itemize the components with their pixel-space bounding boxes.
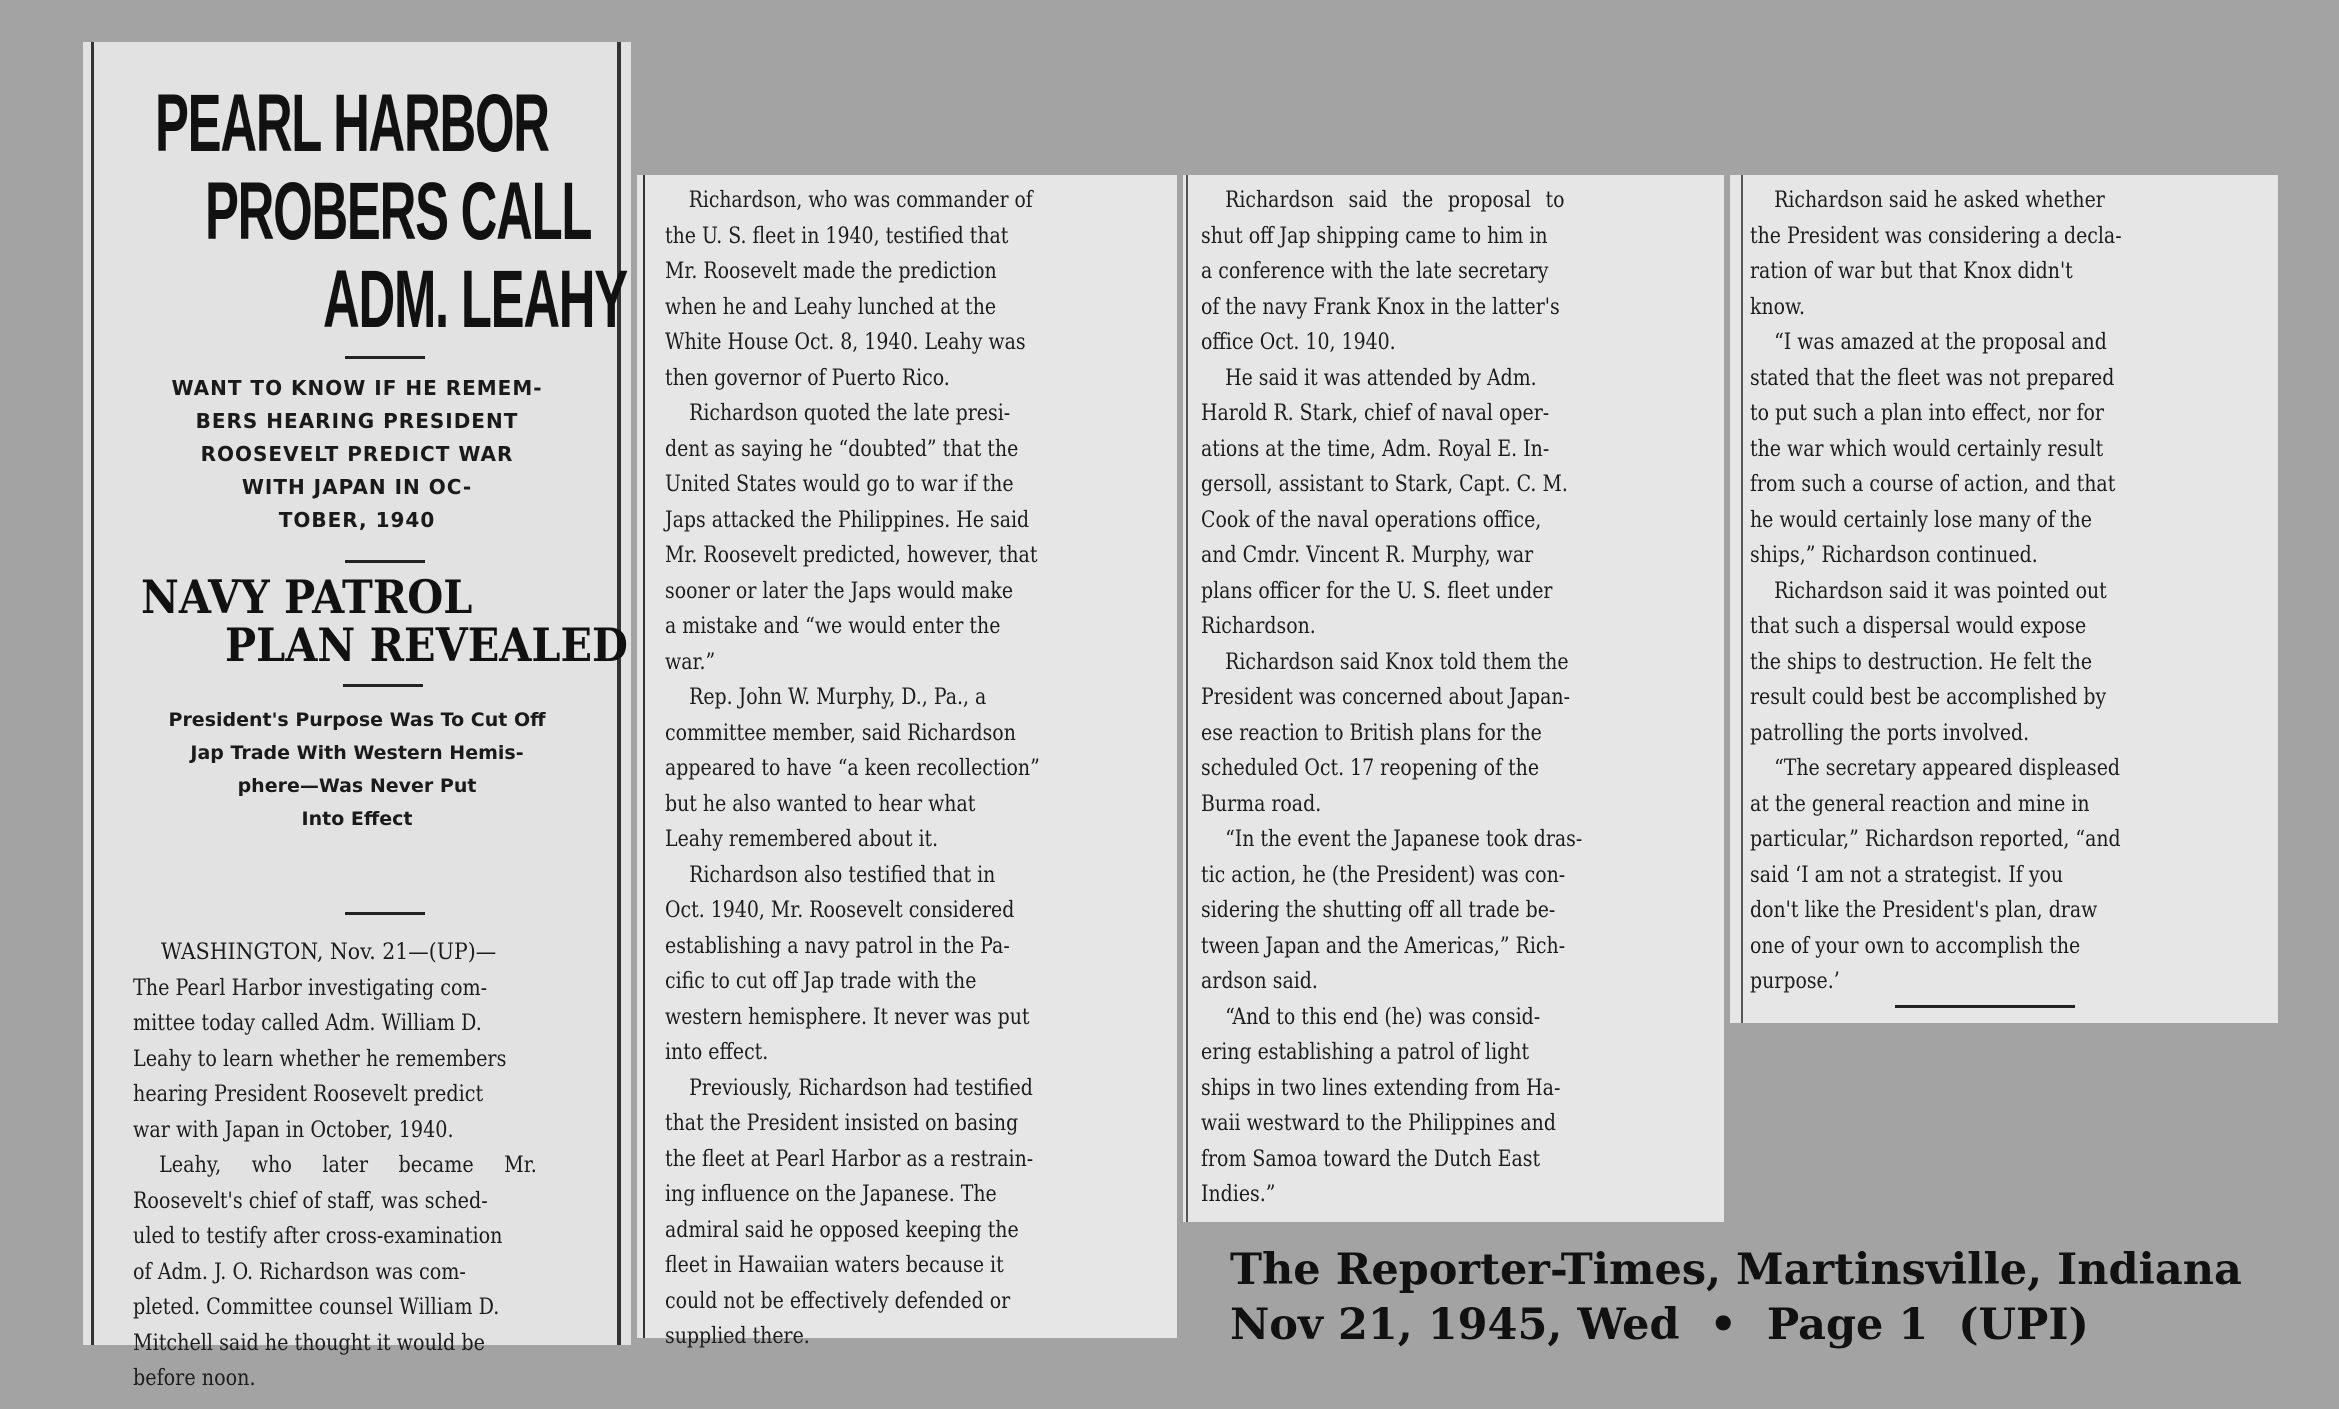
article-line: tic action, he (the President) was con-	[1201, 862, 1566, 888]
left-column-rule	[643, 175, 645, 1338]
article-line: Mr. Roosevelt made the prediction	[665, 259, 997, 284]
article-line: tween Japan and the Americas,” Rich-	[1201, 933, 1566, 959]
clipping-column-3	[1183, 175, 1724, 1222]
left-column-rule	[91, 42, 94, 1345]
article-line: but he also wanted to hear what	[665, 791, 976, 817]
article-line: before noon.	[133, 1366, 256, 1391]
article-line: Richardson, who was commander of	[688, 188, 1033, 213]
article-line: Richardson said it was pointed out	[1774, 578, 2107, 604]
deck-line: ROOSEVELT PREDICT WAR	[200, 442, 514, 466]
article-line: ships,” Richardson continued.	[1750, 543, 2038, 568]
article-line: admiral said he opposed keeping the	[665, 1217, 1019, 1243]
article-line: the ships to destruction. He felt the	[1750, 649, 2093, 675]
article-line: of the navy Frank Knox in the latter's	[1201, 294, 1560, 320]
clipping-column-1	[83, 42, 631, 1391]
left-column-rule	[1186, 175, 1188, 1222]
article-line: “And to this end (he) was consid-	[1225, 1004, 1541, 1030]
article-line: scheduled Oct. 17 reopening of the	[1201, 756, 1540, 781]
article-line: sidering the shutting off all trade be-	[1201, 898, 1556, 923]
clipping-column-4	[1730, 175, 2278, 1023]
article-line: to put such a plan into effect, nor for	[1750, 401, 2104, 426]
article-line: Cook of the naval operations office,	[1201, 507, 1542, 533]
article-line: mittee today called Adm. William D.	[133, 1011, 482, 1036]
article-line: Burma road.	[1201, 791, 1322, 817]
article-line: could not be effectively defended or	[665, 1288, 1011, 1314]
subhead-line-2: PLAN REVEALED	[225, 618, 628, 672]
article-line: that the President insisted on basing	[665, 1111, 1019, 1136]
deck-line: Into Effect	[301, 808, 413, 830]
article-line: “The secretary appeared displeased	[1774, 756, 2121, 781]
article-line: gersoll, assistant to Stark, Capt. C. M.	[1201, 472, 1568, 497]
deck-line: WITH JAPAN IN OC-	[241, 475, 473, 499]
end-of-article-rule	[1895, 1005, 2075, 1008]
article-line: shut off Jap shipping came to him in	[1201, 223, 1548, 249]
article-line: Leahy remembered about it.	[665, 827, 939, 852]
left-column-rule	[1741, 175, 1743, 1023]
article-line: the war which would certainly result	[1750, 436, 2104, 462]
article-line: western hemisphere. It never was put	[665, 1004, 1030, 1030]
article-line: cific to cut off Jap trade with the	[665, 969, 977, 994]
article-line: ese reaction to British plans for the	[1201, 720, 1542, 746]
article-line: appeared to have “a keen recollection”	[665, 756, 1040, 781]
article-line: the President was considering a decla-	[1750, 223, 2122, 249]
divider-rule	[345, 356, 425, 359]
article-line: ration of war but that Knox didn't	[1750, 259, 2073, 284]
article-line: war.”	[665, 649, 716, 675]
deck-line: Jap Trade With Western Hemis-	[190, 742, 524, 764]
article-line: then governor of Puerto Rico.	[665, 365, 950, 391]
article-line: don't like the President's plan, draw	[1750, 898, 2098, 923]
article-line: of Adm. J. O. Richardson was com-	[133, 1259, 466, 1285]
article-line: ing influence on the Japanese. The	[665, 1182, 997, 1207]
article-line: ations at the time, Adm. Royal E. In-	[1201, 436, 1550, 462]
article-line: Mitchell said he thought it would be	[133, 1330, 485, 1356]
article-line: plans officer for the U. S. fleet under	[1201, 578, 1553, 604]
article-line: that such a dispersal would expose	[1750, 614, 2087, 639]
article-line: result could best be accomplished by	[1750, 685, 2107, 710]
article-column-1	[133, 935, 597, 1397]
article-line: he would certainly lose many of the	[1750, 507, 2092, 533]
article-line: one of your own to accomplish the	[1750, 933, 2081, 959]
article-line: the U. S. fleet in 1940, testified that	[665, 223, 1009, 249]
article-line: particular,” Richardson reported, “and	[1750, 827, 2121, 852]
caption-publication: The Reporter-Times, Martinsville, Indiana	[1230, 1245, 2242, 1295]
article-line: Leahy, who later became Mr.	[159, 1153, 537, 1178]
headline-line-3: ADM. LEAHY	[323, 254, 627, 345]
article-line: “In the event the Japanese took dras-	[1225, 827, 1583, 852]
caption-date-page: Nov 21, 1945, Wed • Page 1 (UPI)	[1230, 1300, 2089, 1350]
article-line: President was concerned about Japan-	[1201, 685, 1570, 710]
article-line: ships in two lines extending from Ha-	[1201, 1075, 1561, 1101]
divider-rule	[345, 560, 425, 563]
article-line: a mistake and “we would enter the	[665, 614, 1001, 639]
deck-want-to-know	[83, 372, 631, 537]
article-line: from Samoa toward the Dutch East	[1201, 1146, 1541, 1172]
deck-line: President's Purpose Was To Cut Off	[168, 709, 546, 731]
deck-presidents-purpose	[83, 704, 631, 836]
article-line: uled to testify after cross-examination	[133, 1224, 503, 1249]
article-line: ering establishing a patrol of light	[1201, 1040, 1530, 1065]
article-line: Richardson said the proposal to	[1225, 188, 1565, 213]
article-line: Previously, Richardson had testified	[689, 1075, 1033, 1101]
article-line: establishing a navy patrol in the Pa-	[665, 933, 1010, 959]
article-line: Oct. 1940, Mr. Roosevelt considered	[665, 898, 1015, 923]
clipping-column-2	[637, 175, 1177, 1349]
article-line: Harold R. Stark, chief of naval oper-	[1201, 401, 1550, 426]
article-line: purpose.’	[1750, 969, 1840, 994]
article-line: Richardson.	[1201, 614, 1316, 639]
source-caption	[1230, 1243, 2330, 1353]
article-line: committee member, said Richardson	[665, 720, 1016, 746]
article-line: supplied there.	[665, 1324, 810, 1349]
article-column-4	[1750, 183, 2182, 1000]
article-line: The Pearl Harbor investigating com-	[133, 975, 488, 1001]
article-line: war with Japan in October, 1940.	[133, 1117, 454, 1143]
article-line: at the general reaction and mine in	[1750, 791, 2090, 817]
headline-line-1: PEARL HARBOR	[155, 78, 549, 169]
deck-line: WANT TO KNOW IF HE REMEM-	[171, 376, 543, 400]
article-line: Rep. John W. Murphy, D., Pa., a	[689, 685, 987, 710]
article-column-3	[1201, 183, 1644, 1213]
article-line: a conference with the late secretary	[1201, 259, 1549, 284]
article-line: Richardson said Knox told them the	[1225, 649, 1569, 675]
article-line: hearing President Roosevelt predict	[133, 1082, 484, 1107]
article-line: and Cmdr. Vincent R. Murphy, war	[1201, 543, 1534, 568]
article-line: know.	[1750, 294, 1806, 320]
article-line: sooner or later the Japs would make	[665, 578, 1014, 604]
article-line: Indies.”	[1201, 1182, 1276, 1207]
divider-rule	[345, 912, 425, 915]
deck-line: phere—Was Never Put	[237, 775, 477, 797]
right-column-rule	[617, 42, 621, 1345]
headline-line-2: PROBERS CALL	[205, 166, 592, 257]
article-line: WASHINGTON, Nov. 21—(UP)—	[160, 940, 497, 965]
subhead-line-1: NAVY PATROL	[141, 570, 473, 624]
article-line: “I was amazed at the proposal and	[1774, 330, 2107, 355]
article-line: stated that the fleet was not prepared	[1750, 365, 2115, 391]
article-line: patrolling the ports involved.	[1750, 720, 2030, 746]
article-line: Mr. Roosevelt predicted, however, that	[665, 543, 1038, 568]
article-line: Leahy to learn whether he remembers	[133, 1046, 507, 1072]
deck-line: BERS HEARING PRESIDENT	[195, 409, 519, 433]
article-line: ardson said.	[1201, 969, 1318, 994]
divider-rule	[343, 684, 423, 687]
article-line: fleet in Hawaiian waters because it	[665, 1253, 1004, 1278]
article-line: United States would go to war if the	[665, 472, 1014, 497]
article-line: Japs attacked the Philippines. He said	[665, 507, 1030, 533]
deck-line: TOBER, 1940	[278, 508, 436, 532]
article-line: from such a course of action, and that	[1750, 472, 2116, 497]
article-column-2	[665, 183, 1101, 1355]
article-line: waii westward to the Philippines and	[1201, 1111, 1556, 1136]
article-line: Richardson quoted the late presi-	[689, 401, 1011, 426]
article-line: Roosevelt's chief of staff, was sched-	[133, 1188, 488, 1214]
article-line: said ‘I am not a strategist. If you	[1750, 862, 2064, 888]
article-line: dent as saying he “doubted” that the	[665, 436, 1019, 462]
article-line: office Oct. 10, 1940.	[1201, 330, 1396, 355]
article-line: White House Oct. 8, 1940. Leahy was	[665, 330, 1026, 355]
article-line: when he and Leahy lunched at the	[665, 294, 997, 320]
article-line: the fleet at Pearl Harbor as a restrain-	[665, 1146, 1034, 1172]
article-line: Richardson said he asked whether	[1774, 188, 2105, 213]
article-line: Richardson also testified that in	[689, 862, 996, 888]
article-line: pleted. Committee counsel William D.	[133, 1295, 500, 1320]
article-line: He said it was attended by Adm.	[1225, 365, 1537, 391]
article-line: into effect.	[665, 1040, 769, 1065]
